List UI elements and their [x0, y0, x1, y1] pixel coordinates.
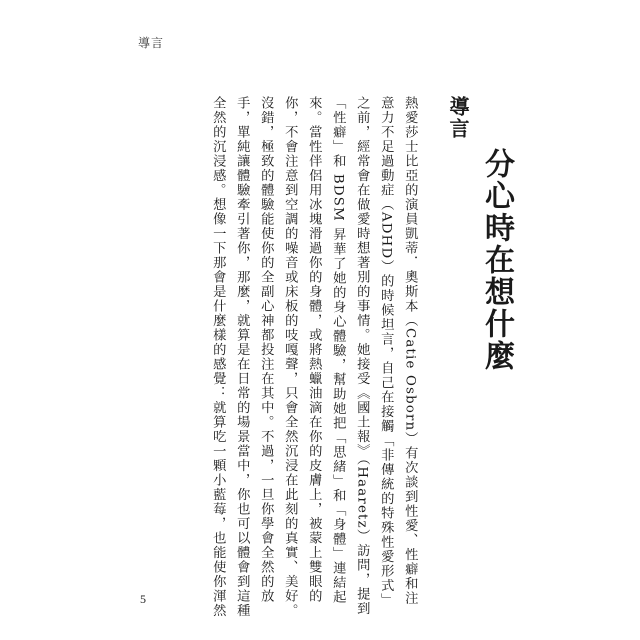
running-head: 導言 [138, 36, 165, 50]
page-number: 5 [140, 592, 146, 606]
chapter-title: 分心時在想什麼 [479, 148, 514, 372]
body-column: 意力不足過動症（ADHD）的時候坦言，自己在接觸「非傳統的特殊性愛形式」 [378, 96, 394, 608]
body-column: 全然的沉浸感。想像一下那會是什麼樣的感覺：就算吃一顆小藍莓，也能使你渾然 [210, 96, 226, 618]
body-column: 你，不會注意到空調的噪音或床板的吱嘎聲，只會全然沉浸在此刻的真實、美好。 [282, 96, 298, 618]
body-column: 沒錯，極致的體驗能使你的全副心神都投注在其中。不過，一旦你學會全然的放 [258, 96, 274, 604]
chapter-label: 導言 [446, 96, 470, 140]
body-column: 來。當性伴侶用冰塊滑過你的身體，或將熱蠟油滴在你的皮膚上，被蒙上雙眼的 [306, 96, 322, 604]
body-column: 熱愛莎士比亞的演員凱蒂．奧斯本（Catie Osborn）有次談到性愛、性癖和注 [402, 96, 418, 606]
body-column: 「性癖」和 BDSM 昇華了她的身心體驗，幫助她把「思緒」和「身體」連結起 [330, 96, 346, 605]
body-column: 手，單純讓體驗牽引著你，那麼，就算是在日常的場景當中，你也可以體會到這種 [234, 96, 250, 618]
body-column: 之前，經常會在做愛時想著別的事情。她接受《國土報》（Haaretz）訪問，提到 [354, 96, 370, 616]
